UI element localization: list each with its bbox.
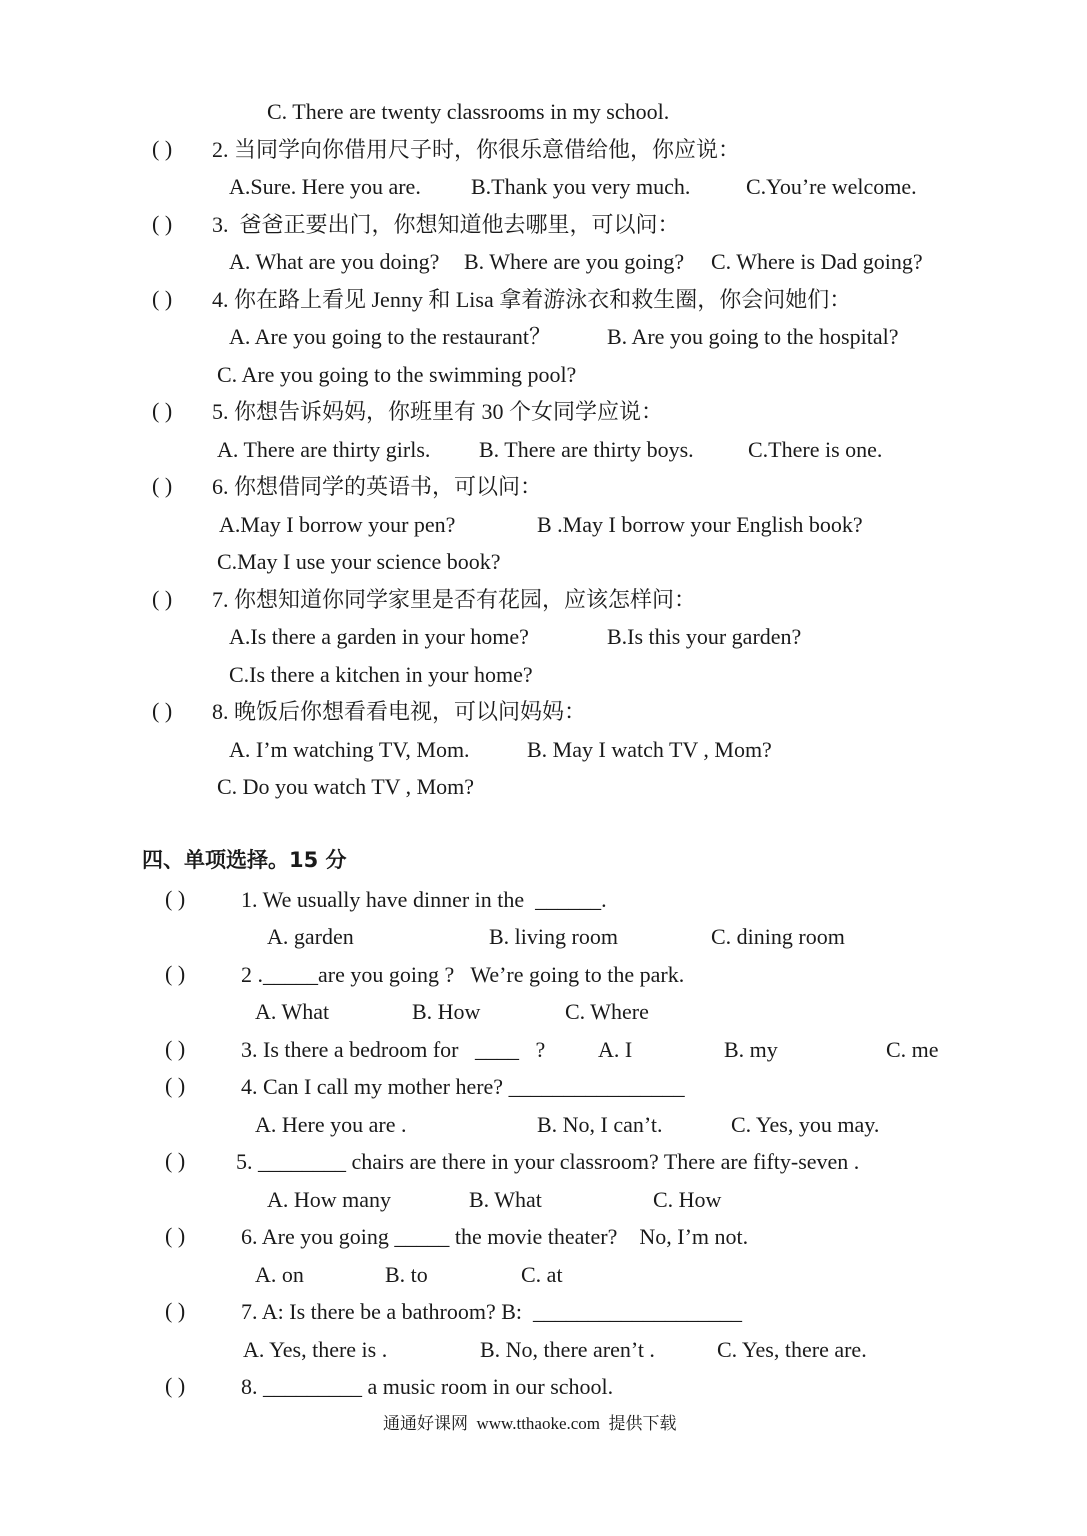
- section-heading: 四、单项选择。15 分: [142, 848, 347, 872]
- answer-blank[interactable]: ( ): [152, 473, 173, 498]
- option-a[interactable]: A. I’m watching TV, Mom.: [229, 737, 470, 762]
- option-c[interactable]: C. Are you going to the swimming pool?: [217, 362, 577, 387]
- answer-blank[interactable]: ( ): [165, 1148, 186, 1173]
- option-c[interactable]: C.You’re welcome.: [746, 174, 917, 199]
- option-a[interactable]: A.Sure. Here you are.: [229, 174, 421, 199]
- footer-text: 通通好课网 www.tthaoke.com 提供下载: [383, 1414, 677, 1433]
- answer-blank[interactable]: ( ): [165, 1223, 186, 1248]
- option-a[interactable]: A.Is there a garden in your home?: [229, 624, 529, 649]
- question-text: 8. 晚饭后你想看看电视，可以问妈妈：: [212, 699, 587, 724]
- question-text: 2 ._____are you going ? We’re going to the park.: [241, 962, 685, 987]
- question-text: 5. ________ chairs are there in your classroom? There are fifty-seven .: [236, 1149, 860, 1174]
- option-a[interactable]: A. Yes, there is .: [243, 1337, 388, 1362]
- option-b[interactable]: B. to: [385, 1262, 428, 1287]
- option-c[interactable]: C. Yes, there are.: [717, 1337, 867, 1362]
- answer-blank[interactable]: ( ): [165, 886, 186, 911]
- option-c[interactable]: C. me: [886, 1037, 939, 1062]
- answer-blank[interactable]: ( ): [165, 961, 186, 986]
- answer-blank[interactable]: ( ): [152, 286, 173, 311]
- option-b[interactable]: B.Is this your garden?: [607, 624, 802, 649]
- question-text: 2. 当同学向你借用尺子时，你很乐意借给他，你应说：: [212, 137, 741, 162]
- option-b[interactable]: B. May I watch TV , Mom?: [527, 737, 772, 762]
- option-a[interactable]: A. What are you doing?: [229, 249, 440, 274]
- question-text: 3. 爸爸正要出门，你想知道他去哪里，可以问：: [212, 212, 680, 237]
- option-b[interactable]: B. Are you going to the hospital?: [607, 324, 899, 349]
- option-c[interactable]: C. at: [521, 1262, 563, 1287]
- answer-blank[interactable]: ( ): [165, 1036, 186, 1061]
- option-b[interactable]: B. No, there aren’t .: [480, 1337, 655, 1362]
- option-c[interactable]: C.May I use your science book?: [217, 549, 501, 574]
- option-b[interactable]: B. There are thirty boys.: [479, 437, 694, 462]
- option-a[interactable]: A. What: [255, 999, 330, 1024]
- question-text: 3. Is there a bedroom for ____ ?: [241, 1037, 546, 1062]
- option-c[interactable]: C.There is one.: [748, 437, 883, 462]
- answer-blank[interactable]: ( ): [165, 1373, 186, 1398]
- answer-blank[interactable]: ( ): [152, 136, 173, 161]
- option-b[interactable]: B. Where are you going?: [464, 249, 685, 274]
- option-c[interactable]: C. dining room: [711, 924, 845, 949]
- option-c[interactable]: C. Yes, you may.: [731, 1112, 880, 1137]
- answer-blank[interactable]: ( ): [152, 211, 173, 236]
- question-text: 4. Can I call my mother here? ________________: [241, 1074, 685, 1099]
- answer-blank[interactable]: ( ): [152, 398, 173, 423]
- question-text: 8. _________ a music room in our school.: [241, 1374, 614, 1399]
- option-b[interactable]: B. How: [412, 999, 481, 1024]
- option-b[interactable]: B. What: [469, 1187, 542, 1212]
- answer-blank[interactable]: ( ): [165, 1298, 186, 1323]
- option-b[interactable]: B. living room: [489, 924, 618, 949]
- option-b[interactable]: B .May I borrow your English book?: [537, 512, 863, 537]
- option-c[interactable]: C.Is there a kitchen in your home?: [229, 662, 533, 687]
- question-text: 5. 你想告诉妈妈，你班里有 30 个女同学应说：: [212, 399, 664, 424]
- option-a[interactable]: A. Here you are .: [255, 1112, 407, 1137]
- question-text: 6. Are you going _____ the movie theater? No, I’m not.: [241, 1224, 749, 1249]
- question-text: 7. 你想知道你同学家里是否有花园，应该怎样问：: [212, 587, 697, 612]
- option-a[interactable]: A. I: [598, 1037, 633, 1062]
- option-b[interactable]: B.Thank you very much.: [471, 174, 691, 199]
- answer-blank[interactable]: ( ): [165, 1073, 186, 1098]
- option-c[interactable]: C. Where: [565, 999, 649, 1024]
- option-a[interactable]: A. How many: [267, 1187, 392, 1212]
- answer-blank[interactable]: ( ): [152, 586, 173, 611]
- option-b[interactable]: B. my: [724, 1037, 778, 1062]
- option-a[interactable]: A. There are thirty girls.: [217, 437, 431, 462]
- option-a[interactable]: A. Are you going to the restaurant？: [229, 324, 551, 349]
- option-b[interactable]: B. No, I can’t.: [537, 1112, 663, 1137]
- question-text: 1. We usually have dinner in the ______.: [241, 887, 607, 912]
- q1-option-c: C. There are twenty classrooms in my school.: [267, 99, 670, 124]
- option-a[interactable]: A.May I borrow your pen?: [219, 512, 456, 537]
- option-c[interactable]: C. How: [653, 1187, 722, 1212]
- answer-blank[interactable]: ( ): [152, 698, 173, 723]
- option-a[interactable]: A. garden: [267, 924, 354, 949]
- question-text: 7. A: Is there be a bathroom? B: ___________________: [241, 1299, 743, 1324]
- question-text: 6. 你想借同学的英语书，可以问：: [212, 474, 543, 499]
- option-a[interactable]: A. on: [255, 1262, 304, 1287]
- option-c[interactable]: C. Do you watch TV , Mom?: [217, 774, 475, 799]
- option-c[interactable]: C. Where is Dad going?: [711, 249, 923, 274]
- question-text: 4. 你在路上看见 Jenny 和 Lisa 拿着游泳衣和救生圈，你会问她们：: [212, 287, 852, 312]
